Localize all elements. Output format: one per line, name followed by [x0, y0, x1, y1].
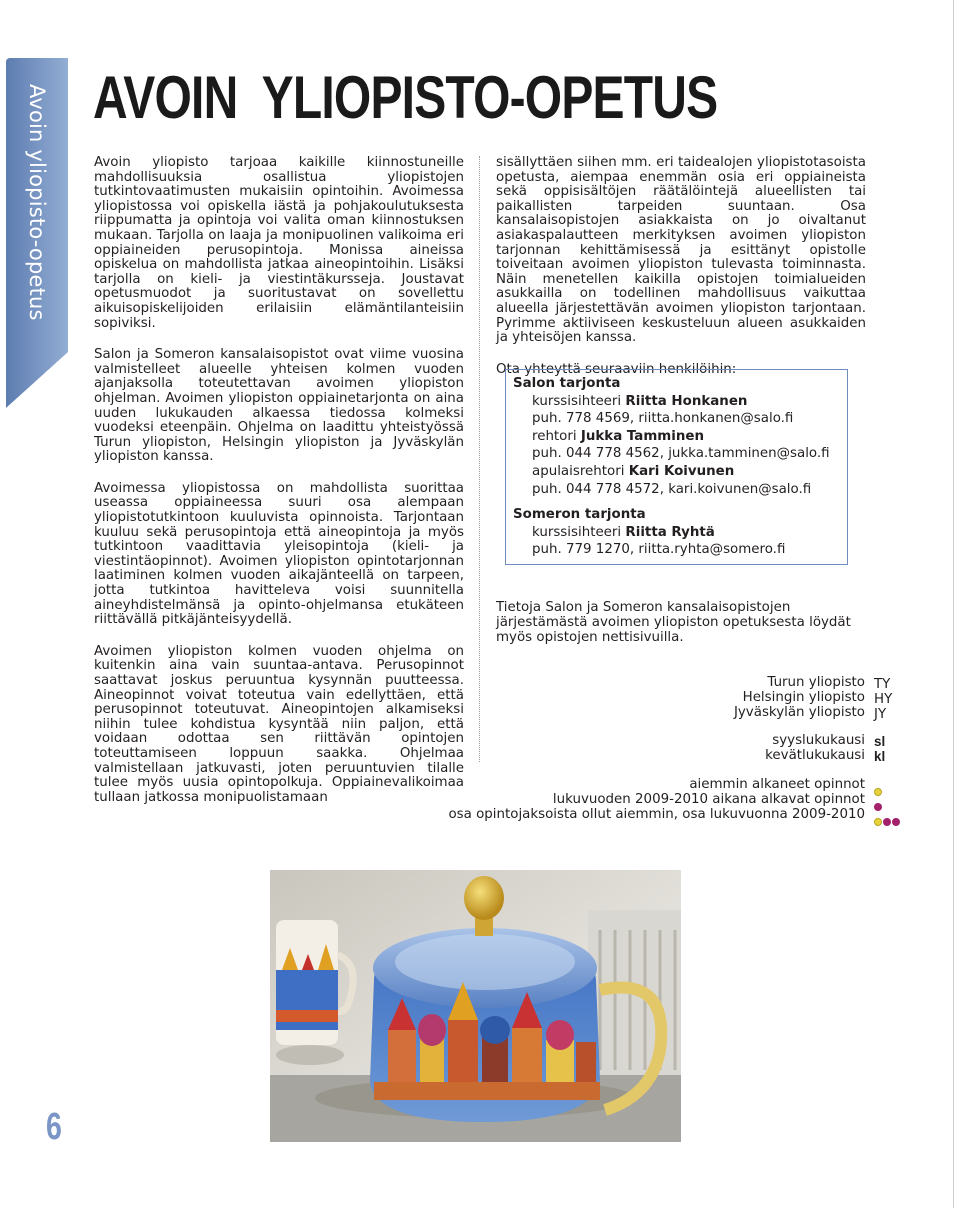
legend-university: Helsingin yliopisto: [742, 690, 865, 705]
paragraph: Salon ja Someron kansalaisopistot ovat viime vuosina valmistelleet alueelle yhteisen kolmen vuoden ajanjaksolla toteutettavan avoimen yliopiston ohjelman. Avoimen yliopiston oppiainetarjonta on aina uuden lukukauden alkaessa tiedossa kolmeksi vuodeksi eteenpäin. Ohjelma on laadittu yhteistyössä Turun yliopiston, Helsingin yliopiston ja Jyväskylän yliopiston kanssa.: [94, 347, 464, 465]
contact-line: [513, 393, 847, 411]
contact-role: kurssisihteeri: [532, 524, 622, 540]
legend-abbr: HY: [874, 692, 893, 707]
contact-phone: puh. 044 778 4572, kari.koivunen@salo.fi: [532, 481, 812, 497]
contact-name: Jukka Tamminen: [580, 428, 704, 444]
legend-term: syyslukukausi: [772, 733, 865, 748]
page-title: AVOIN YLIOPISTO-OPETUS: [93, 64, 718, 131]
contact-heading-somero: Someron tarjonta: [513, 507, 646, 523]
status-dots: [874, 796, 883, 806]
page-number: 6: [46, 1106, 62, 1148]
right-column: [496, 156, 866, 394]
contact-intro: Ota yhteyttä seuraaviin henkilöihin:: [496, 361, 737, 377]
paragraph: Avoimen yliopiston kolmen vuoden ohjelma on kuitenkin aina vain suuntaa-antava. Perusopinnot saattavat joskus peruuntua kysynnän puutteessa. Aineopinnot voivat toteutua vain edellyttäen, että perusopinnot toteutuvat. Aineopintojen alkamiseksi niihin tulee kohdistua kysyntää niin paljon, että voidaan odottaa sen riittävän opintojen toteuttamiseen loppuun saakka. Ohjelmaa valmistellaan jatkuvasti, joten peruuntuvien tilalle tulee myös uusia opintopolkuja. Oppiainevalikoimaa tullaan jatkossa monipuolistamaan: [94, 643, 464, 805]
status-dot: [883, 818, 891, 826]
info-text: Tietoja Salon ja Someron kansalaisopistojen järjestämästä avoimen yliopiston opetuksesta löydät myös opistojen nettisivuilla.: [496, 600, 851, 645]
teapot-illustration: [270, 870, 681, 1142]
legend-term: kevätlukukausi: [765, 748, 865, 763]
contact-role: kurssisihteeri: [532, 393, 622, 409]
legend-abbr: kl: [874, 749, 886, 764]
legend-status: osa opintojaksoista ollut aiemmin, osa lukuvuonna 2009-2010: [448, 807, 865, 822]
paragraph: Avoimessa yliopistossa on mahdollista suorittaa useassa oppiaineessa suuri osa alempaan yliopistotutkintoon kuuluvista opinnoista. Tarjontaan kuuluu sekä perusopintoja että aineopintoja ja myös tutkintoon vaadittavia yleisopintoja (kieli- ja viestintäopinnot). Avoimen yliopiston opintotarjonnan laatiminen kolmen vuoden aikajänteellä on tarpeen, jotta tutkintoa havitteleva voisi suunnitella aineyhdistelmänsä ja opinto-ohjelmansa etukäteen riittävällä pitkäjänteisyydellä.: [94, 480, 464, 628]
paragraph: Avoin yliopisto tarjoaa kaikille kiinnostuneille mahdollisuuksia osallistua yliopistojen tutkintovaatimusten mukaisiin opintoihin. Avoimessa yliopistossa voi opiskella iästä ja pohjakoulutuksesta riippumatta ja opintoja voi valita oman kiinnostuksen mukaan. Tarjolla on laaja ja monipuolinen valikoima eri oppiaineiden perusopintoja. Monissa aineissa opiskelua on mahdollista jatkaa aineopintoihin. Lisäksi tarjolla on kieli- ja viestintäkursseja. Joustavat opetusmuodot ja suoritustavat on sovellettu aikuisopiskelijoiden erilaisiin elämäntilanteisiin sopiviksi.: [94, 155, 464, 331]
porcelain-photo: [270, 870, 681, 1142]
status-dot: [892, 818, 900, 826]
status-dots: [874, 781, 883, 791]
column-divider: [479, 156, 480, 762]
contact-name: Kari Koivunen: [628, 463, 735, 479]
status-dots: [874, 811, 901, 821]
status-dot: [874, 803, 882, 811]
contact-name: Riitta Honkanen: [625, 393, 748, 409]
contact-line: [513, 428, 847, 446]
status-dot: [874, 788, 882, 796]
page-edge-rule: [953, 0, 954, 1208]
paragraph: sisällyttäen siihen mm. eri taidealojen yliopistotasoista opetusta, aiempaa enemmän osia eri oppiaineista sekä oppisisältöjen räätälöintejä alueellisten tai paikallisten tarpeiden suuntaan. Osa kansalaisopistojen asiakkaista on jo oivaltanut asiakaspalautteen merkityksen avoimen yliopiston tarjonnan kehittämisessä ja esittänyt opistolle toiveitaan avoimen yliopiston tulevasta toiminnasta. Näin menetellen kaikilla opistojen toimialueiden asukkailla on todellinen mahdollisuus vaikuttaa alueella järjestettävän avoimen yliopiston tarjontaan. Pyrimme aktiiviseen keskusteluun alueen asukkaiden ja yhteisöjen kanssa.: [496, 155, 866, 346]
legend-status: aiemmin alkaneet opinnot: [689, 777, 865, 792]
contact-name: Riitta Ryhtä: [625, 524, 715, 540]
legend-abbr: JY: [874, 707, 887, 722]
contact-role: apulaisrehtori: [532, 463, 625, 479]
side-tab-label: Avoin yliopisto-opetus: [25, 84, 49, 321]
contact-phone: puh. 779 1270, riitta.ryhta@somero.fi: [532, 542, 786, 558]
legend-university: Jyväskylän yliopisto: [733, 705, 865, 720]
status-dot: [874, 818, 882, 826]
legend-status: lukuvuoden 2009-2010 aikana alkavat opinnot: [552, 792, 865, 807]
contact-line: [513, 524, 847, 542]
contact-box: [505, 369, 848, 565]
contact-heading-salo: Salon tarjonta: [513, 376, 621, 391]
contact-line: [513, 463, 847, 481]
contact-phone: puh. 044 778 4562, jukka.tamminen@salo.fi: [532, 446, 830, 462]
legend-abbr: TY: [874, 677, 891, 692]
contact-phone: puh. 778 4569, riitta.honkanen@salo.fi: [532, 411, 794, 427]
legend-university: Turun yliopisto: [767, 675, 865, 690]
contact-role: rehtori: [532, 428, 577, 444]
left-column: [94, 156, 464, 822]
legend-abbr: sl: [874, 734, 886, 749]
